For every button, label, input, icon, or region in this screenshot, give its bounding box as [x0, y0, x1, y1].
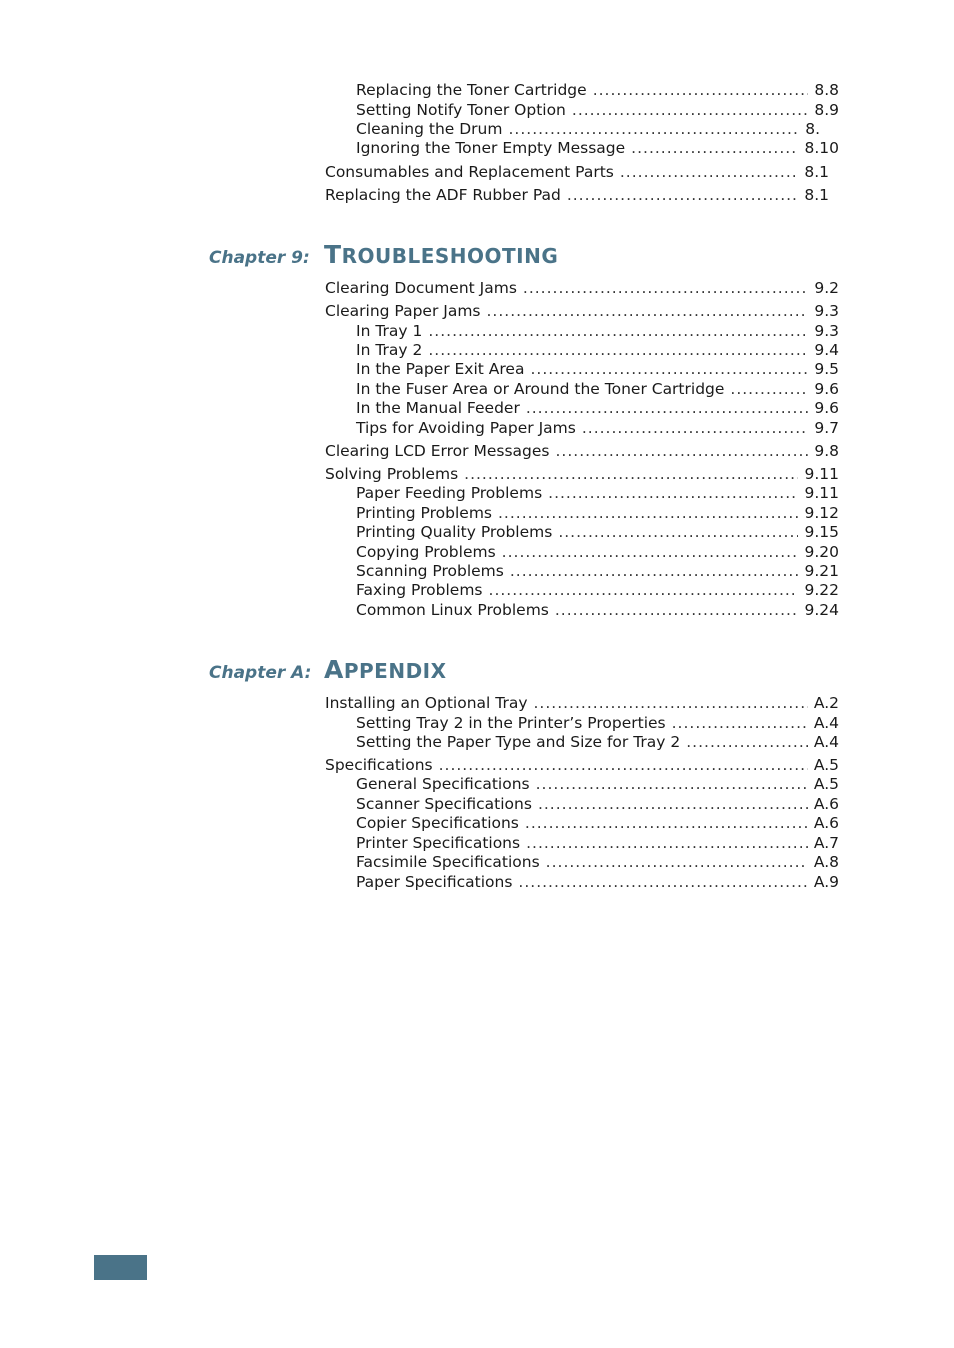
toc-entry-label: Paper Feeding Problems — [356, 484, 543, 502]
toc-entry[interactable] — [356, 503, 839, 523]
toc-entry-page: 9.20 — [804, 543, 839, 561]
toc-entry[interactable] — [325, 441, 839, 461]
chapter-title: TROUBLESHOOTING — [324, 240, 559, 269]
toc-entry[interactable] — [325, 693, 839, 713]
toc-entry[interactable] — [325, 162, 829, 182]
chapter-title: APPENDIX — [324, 655, 447, 684]
toc-entry[interactable] — [356, 561, 839, 581]
toc-entry-label: Facsimile Specifications — [356, 853, 540, 871]
toc-entry-page: 8.9 — [814, 101, 839, 119]
toc-entry-page: 9.4 — [814, 341, 839, 359]
toc-entry[interactable] — [356, 398, 839, 418]
toc-leader-dots — [428, 340, 808, 360]
toc-entry-label: Scanner Specifications — [356, 795, 532, 813]
toc-entry-page: A.6 — [813, 814, 839, 832]
toc-entry-label: Cleaning the Drum — [356, 120, 503, 138]
toc-leader-dots — [567, 185, 799, 205]
toc-entry[interactable] — [325, 464, 839, 484]
toc-entry-page: A.5 — [813, 756, 839, 774]
toc-entry-page: 9.5 — [814, 360, 839, 378]
toc-entry-label: Copier Specifications — [356, 814, 519, 832]
chapter-heading — [0, 655, 447, 684]
toc-entry-label: Specifications — [325, 756, 433, 774]
toc-entry[interactable] — [325, 301, 839, 321]
toc-leader-dots — [555, 600, 799, 620]
toc-entry[interactable] — [356, 80, 839, 100]
toc-entry-label: Ignoring the Toner Empty Message — [356, 139, 626, 157]
toc-entry-page: 9.11 — [804, 484, 839, 502]
toc-entry-label: Consumables and Replacement Parts — [325, 163, 614, 181]
toc-entry[interactable] — [356, 600, 839, 620]
toc-leader-dots — [487, 301, 809, 321]
toc-entry-page: A.4 — [813, 714, 839, 732]
toc-entry-page: 9.2 — [814, 279, 839, 297]
toc-leader-dots — [686, 732, 808, 752]
toc-entry-page: A.2 — [813, 694, 839, 712]
toc-leader-dots — [730, 379, 808, 399]
toc-entry-page: 8.1 — [804, 163, 829, 181]
toc-leader-dots — [572, 100, 808, 120]
toc-leader-dots — [593, 80, 809, 100]
toc-entry-page: 8.1 — [804, 186, 829, 204]
toc-entry-page: 9.24 — [804, 601, 839, 619]
toc-leader-dots — [526, 833, 808, 853]
toc-entry-label: Paper Specifications — [356, 873, 513, 891]
toc-entry[interactable] — [356, 522, 839, 542]
toc-entry-label: Tips for Avoiding Paper Jams — [356, 419, 576, 437]
toc-entry[interactable] — [356, 483, 839, 503]
toc-entry[interactable] — [356, 321, 839, 341]
toc-entry-label: In the Fuser Area or Around the Toner Cartridge — [356, 380, 725, 398]
toc-entry-page: 8. — [805, 120, 820, 138]
toc-entry[interactable] — [325, 278, 839, 298]
toc-entry-label: Setting the Paper Type and Size for Tray 2 — [356, 733, 681, 751]
toc-entry-label: Printing Problems — [356, 504, 492, 522]
toc-entry-label: Setting Tray 2 in the Printer’s Properties — [356, 714, 666, 732]
toc-entry-page: 9.6 — [814, 399, 839, 417]
toc-leader-dots — [526, 398, 809, 418]
chapter-label: Chapter 9: — [209, 248, 310, 268]
toc-leader-dots — [620, 162, 798, 182]
toc-leader-dots — [510, 561, 799, 581]
toc-leader-dots — [439, 755, 808, 775]
toc-entry-page: 9.21 — [804, 562, 839, 580]
toc-entry[interactable] — [356, 542, 839, 562]
chapter-heading — [0, 240, 558, 269]
toc-entry[interactable] — [356, 340, 839, 360]
chapter-label: Chapter A: — [209, 663, 312, 683]
toc-entry-page: 9.6 — [814, 380, 839, 398]
toc-entry-label: Copying Problems — [356, 543, 496, 561]
toc-entry[interactable] — [356, 774, 839, 794]
toc-leader-dots — [518, 872, 807, 892]
toc-entry-label: Common Linux Problems — [356, 601, 549, 619]
toc-entry[interactable] — [356, 813, 839, 833]
toc-entry-page: 9.12 — [804, 504, 839, 522]
toc-entry-page: 8.10 — [804, 139, 839, 157]
toc-entry-page: 9.15 — [804, 523, 839, 541]
toc-entry[interactable] — [356, 379, 839, 399]
toc-entry-label: Replacing the ADF Rubber Pad — [325, 186, 561, 204]
toc-leader-dots — [534, 693, 808, 713]
toc-leader-dots — [558, 522, 798, 542]
toc-leader-dots — [502, 542, 799, 562]
toc-entry-label: Clearing LCD Error Messages — [325, 442, 550, 460]
toc-leader-dots — [631, 138, 798, 158]
toc-entry[interactable] — [356, 580, 839, 600]
toc-leader-dots — [546, 852, 808, 872]
toc-entry-page: 9.3 — [814, 322, 839, 340]
toc-leader-dots — [428, 321, 808, 341]
toc-leader-dots — [582, 418, 809, 438]
toc-leader-dots — [489, 580, 799, 600]
toc-entry-label: Printer Specifications — [356, 834, 521, 852]
toc-leader-dots — [464, 464, 798, 484]
toc-entry-label: In Tray 1 — [356, 322, 423, 340]
toc-entry-page: 9.7 — [814, 419, 839, 437]
toc-entry-label: Scanning Problems — [356, 562, 504, 580]
toc-entry[interactable] — [356, 833, 839, 853]
toc-entry-page: A.7 — [813, 834, 839, 852]
toc-entry-label: Replacing the Toner Cartridge — [356, 81, 587, 99]
toc-leader-dots — [525, 813, 808, 833]
toc-leader-dots — [508, 119, 799, 139]
toc-entry[interactable] — [356, 359, 839, 379]
toc-entry[interactable] — [356, 794, 839, 814]
toc-entry-label: Faxing Problems — [356, 581, 483, 599]
toc-entry-label: Clearing Document Jams — [325, 279, 517, 297]
toc-entry[interactable] — [325, 185, 829, 205]
toc-leader-dots — [548, 483, 798, 503]
toc-entry-label: In Tray 2 — [356, 341, 423, 359]
toc-entry-page: 9.22 — [804, 581, 839, 599]
toc-entry[interactable] — [356, 418, 839, 438]
toc-leader-dots — [523, 278, 808, 298]
toc-entry-label: Solving Problems — [325, 465, 459, 483]
toc-entry-label: General Specifications — [356, 775, 530, 793]
toc-entry[interactable] — [356, 852, 839, 872]
toc-entry-page: A.9 — [813, 873, 839, 891]
toc-entry[interactable] — [356, 100, 839, 120]
toc-entry[interactable] — [356, 138, 839, 158]
toc-entry-page: A.4 — [813, 733, 839, 751]
page-corner-tab — [94, 1255, 147, 1280]
toc-leader-dots — [538, 794, 808, 814]
toc-leader-dots — [530, 359, 808, 379]
toc-leader-dots — [555, 441, 808, 461]
toc-entry-page: A.6 — [813, 795, 839, 813]
toc-entry-label: In the Manual Feeder — [356, 399, 520, 417]
toc-entry-page: 8.8 — [814, 81, 839, 99]
toc-entry[interactable] — [356, 732, 839, 752]
toc-entry[interactable] — [325, 755, 839, 775]
toc-entry-label: Printing Quality Problems — [356, 523, 553, 541]
toc-entry-page: 9.11 — [804, 465, 839, 483]
toc-entry-page: 9.3 — [814, 302, 839, 320]
toc-leader-dots — [672, 713, 808, 733]
toc-entry[interactable] — [356, 119, 820, 139]
toc-entry[interactable] — [356, 872, 839, 892]
toc-entry[interactable] — [356, 713, 839, 733]
toc-entry-page: A.8 — [813, 853, 839, 871]
toc-entry-label: Setting Notify Toner Option — [356, 101, 566, 119]
toc-entry-label: Clearing Paper Jams — [325, 302, 481, 320]
toc-leader-dots — [498, 503, 798, 523]
toc-entry-label: Installing an Optional Tray — [325, 694, 528, 712]
toc-leader-dots — [536, 774, 808, 794]
toc-entry-label: In the Paper Exit Area — [356, 360, 525, 378]
toc-entry-page: A.5 — [813, 775, 839, 793]
toc-entry-page: 9.8 — [814, 442, 839, 460]
